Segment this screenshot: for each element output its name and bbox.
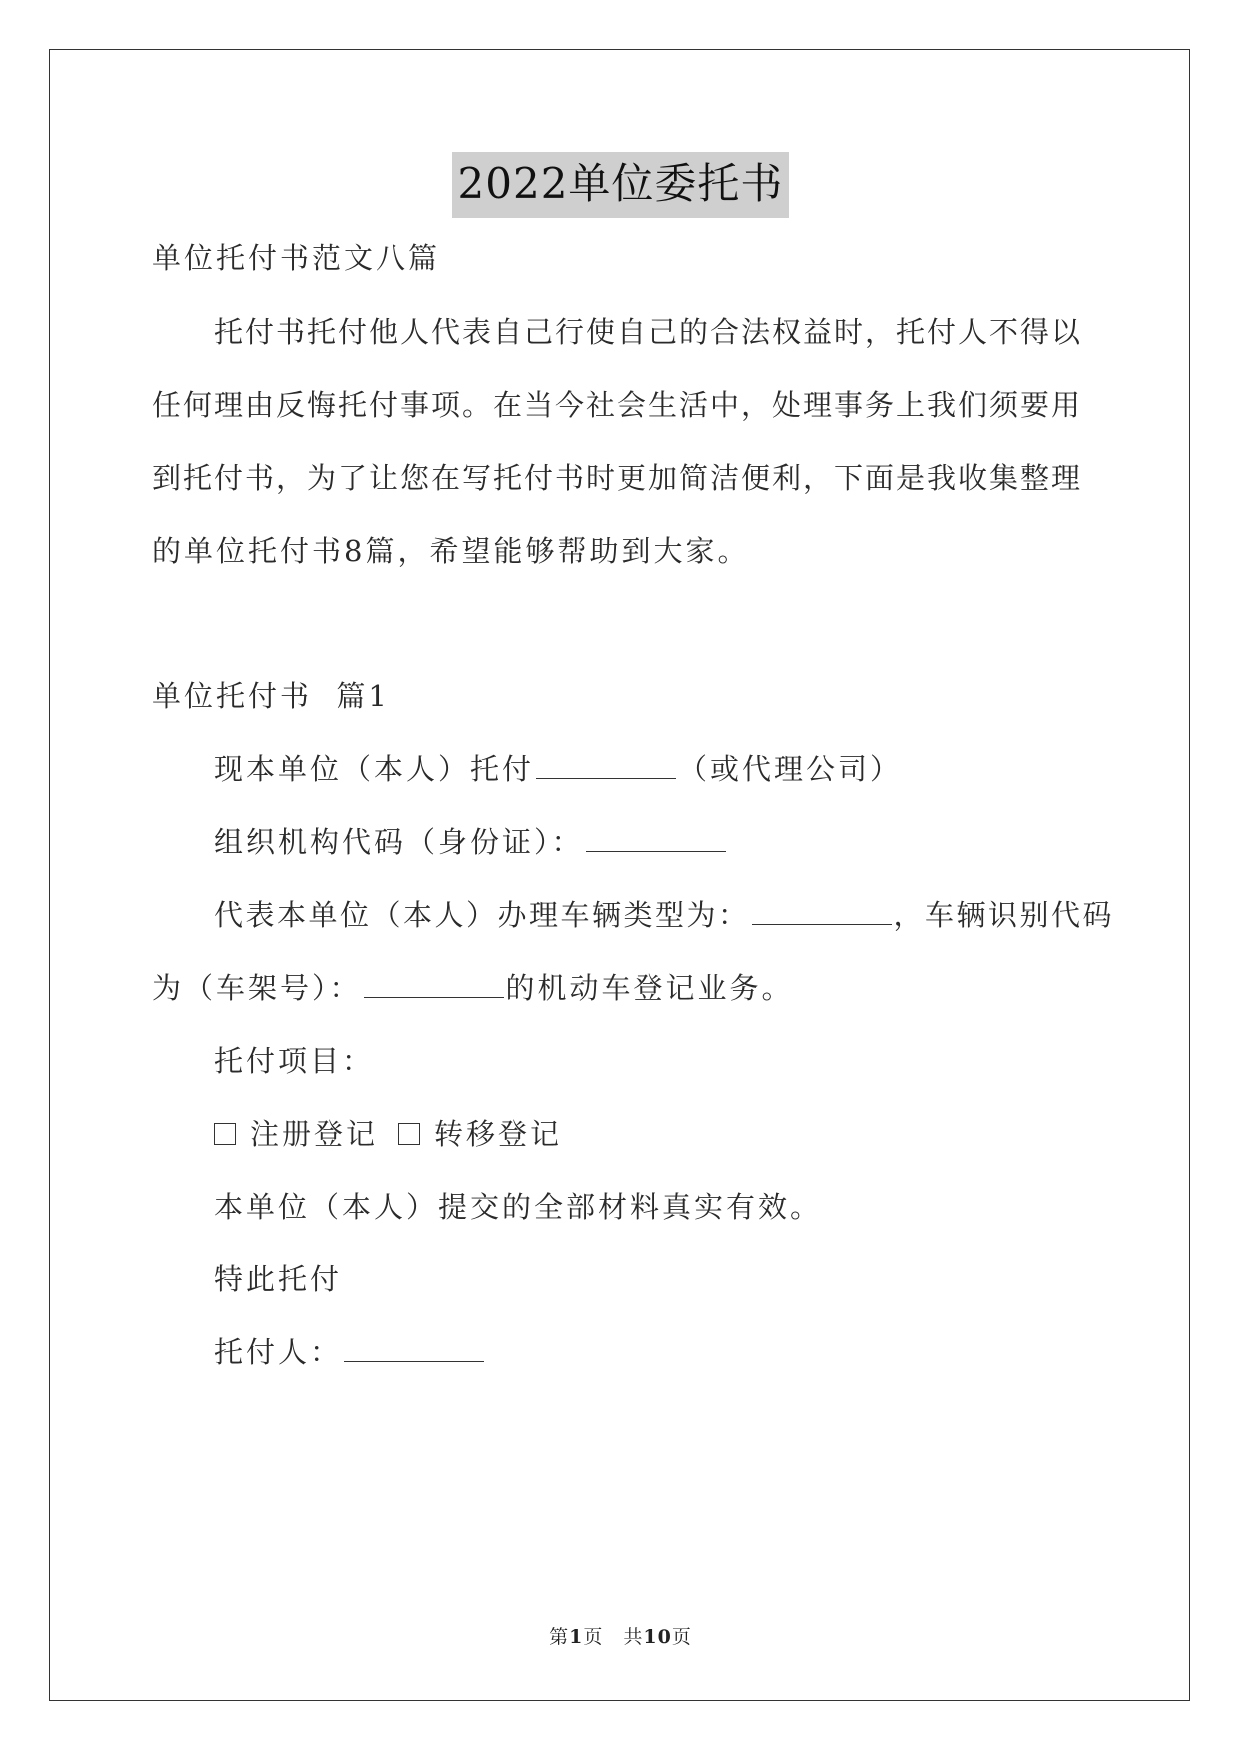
- entrust-line: [214, 749, 902, 789]
- section-title: 单位托付书 篇1: [152, 679, 390, 713]
- chassis-line: [152, 968, 794, 1008]
- principal-blank[interactable]: [344, 1333, 484, 1362]
- registration-business-label: 的机动车登记业务。: [505, 971, 794, 1005]
- vehicle-type-blank[interactable]: [752, 896, 892, 925]
- checkbox-transfer[interactable]: [398, 1123, 420, 1145]
- special-entrust: 特此托付: [214, 1262, 343, 1296]
- chassis-number-blank[interactable]: [364, 969, 504, 998]
- footer-page-number: 1: [569, 1626, 584, 1648]
- intro-line-1: 托付书托付他人代表自己行使自己的合法权益时，托付人不得以: [214, 315, 1083, 349]
- document-title: 2022单位委托书: [452, 152, 790, 218]
- vehicle-type-label: 代表本单位（本人）办理车辆类型为：: [214, 898, 750, 932]
- footer-suffix: 页: [671, 1626, 692, 1648]
- footer-total-pages: 10: [643, 1626, 672, 1648]
- page-border: [49, 49, 1190, 1701]
- intro-line-3: 到托付书，为了让您在写托付书时更加简洁便利，下面是我收集整理: [152, 461, 1083, 495]
- option-transfer-label: 转移登记: [434, 1117, 563, 1151]
- org-code-blank[interactable]: [586, 823, 726, 852]
- page-footer: [0, 1622, 1241, 1649]
- org-code-line: [214, 822, 728, 862]
- subtitle: 单位托付书范文八篇: [152, 241, 441, 275]
- checkbox-register[interactable]: [214, 1123, 236, 1145]
- principal-line: [214, 1332, 486, 1372]
- chassis-label: 为（车架号）：: [152, 971, 362, 1005]
- options-line: [214, 1114, 562, 1154]
- vehicle-type-line: [214, 895, 1114, 935]
- agent-name-blank[interactable]: [536, 750, 676, 779]
- option-register-label: 注册登记: [250, 1117, 379, 1151]
- entrust-label: 现本单位（本人）托付: [214, 752, 535, 786]
- title-container: [0, 152, 1241, 218]
- intro-line-4: 的单位托付书8篇，希望能够帮助到大家。: [152, 534, 750, 568]
- vin-label: ，车辆识别代码: [893, 898, 1115, 932]
- items-label: 托付项目：: [214, 1044, 375, 1078]
- footer-mid: 页 共: [583, 1626, 644, 1648]
- agent-company-label: （或代理公司）: [678, 752, 903, 786]
- principal-label: 托付人：: [214, 1335, 343, 1369]
- intro-line-2: 任何理由反悔托付事项。在当今社会生活中，处理事务上我们须要用: [152, 388, 1083, 422]
- statement: 本单位（本人）提交的全部材料真实有效。: [214, 1190, 823, 1224]
- org-code-label: 组织机构代码（身份证）：: [214, 825, 584, 859]
- footer-prefix: 第: [549, 1626, 570, 1648]
